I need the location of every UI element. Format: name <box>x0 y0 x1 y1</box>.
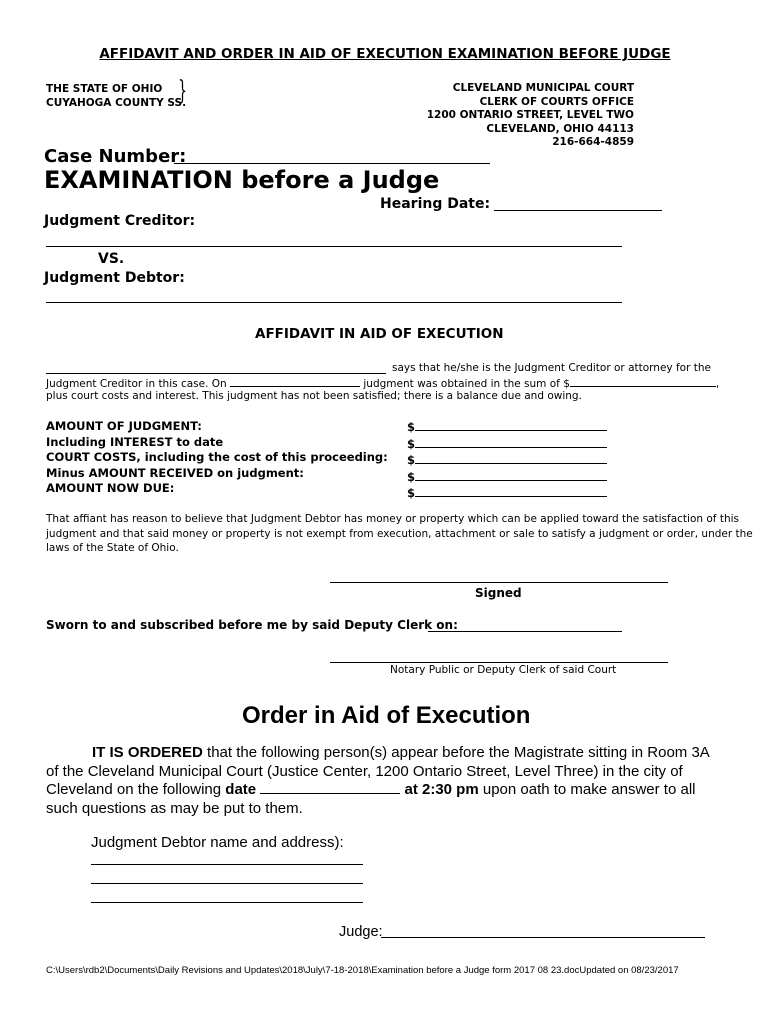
currency-symbol: $ <box>407 453 416 467</box>
belief-line-3: laws of the State of Ohio. <box>46 542 179 554</box>
signature-field[interactable] <box>330 582 668 583</box>
notary-label: Notary Public or Deputy Clerk of said Court <box>390 664 617 676</box>
court-street: 1200 ONTARIO STREET, LEVEL TWO <box>426 109 634 121</box>
order-line-1 <box>46 744 710 763</box>
judge-label: Judge: <box>339 924 383 940</box>
brace-symbol: } <box>178 76 188 106</box>
case-number-field[interactable] <box>174 163 490 164</box>
hearing-date-field[interactable] <box>494 210 662 211</box>
affidavit-line-2-b: judgment was obtained in the sum of $ <box>363 378 570 390</box>
sworn-label: Sworn to and subscribed before me by said Deputy Clerk on: <box>46 618 458 632</box>
currency-symbol: $ <box>407 469 416 484</box>
court-costs-row <box>407 452 607 469</box>
affidavit-line-2-c: , <box>715 378 720 390</box>
form-title: AFFIDAVIT AND ORDER IN AID OF EXECUTION EXAMINATION BEFORE JUDGE <box>99 46 671 62</box>
state-line-1: THE STATE OF OHIO <box>46 83 163 95</box>
state-line-2: CUYAHOGA COUNTY SS. <box>46 97 187 109</box>
notary-signature-field[interactable] <box>330 662 668 663</box>
amount-received-field[interactable] <box>415 469 607 481</box>
amount-labels <box>46 419 388 497</box>
amount-now-due-field[interactable] <box>415 485 607 497</box>
order-text-3a: Cleveland on the following <box>46 781 222 798</box>
it-is-ordered: IT IS ORDERED <box>92 744 203 761</box>
order-text-3b: upon oath to make answer to all <box>482 781 696 798</box>
debtor-address-line-1[interactable] <box>91 864 363 865</box>
currency-symbol: $ <box>407 486 416 500</box>
judgment-creditor-field[interactable] <box>46 246 622 247</box>
interest-row <box>407 436 607 453</box>
order-line-3 <box>46 781 710 800</box>
court-costs-field[interactable] <box>415 452 607 464</box>
interest-field[interactable] <box>415 436 607 448</box>
court-phone: 216-664-4859 <box>552 136 634 148</box>
footer-file-path: C:\Users\rdb2\Documents\Daily Revisions and Updates\2018\July\7-18-2018\Examination before a Judge form 2017 08 23.docUpdated on 08/23/2017 <box>46 965 679 976</box>
affidavit-line-3: plus court costs and interest. This judgment has not been satisfied; there is a balance due and owing. <box>46 390 582 402</box>
judgment-date-field[interactable] <box>230 376 360 387</box>
order-line-4: such questions as may be put to them. <box>46 799 303 817</box>
order-text-1: that the following person(s) appear before the Magistrate sitting in Room 3A <box>207 744 710 761</box>
amount-of-judgment-row <box>407 419 607 436</box>
debtor-name-label: Judgment Debtor name and address): <box>91 834 344 851</box>
debtor-address-line-2[interactable] <box>91 883 363 884</box>
sworn-date-field[interactable] <box>428 631 622 632</box>
affidavit-line-1: says that he/she is the Judgment Creditor or attorney for the <box>392 362 711 374</box>
judgment-creditor-label: Judgment Creditor: <box>44 213 196 229</box>
amount-now-due-row <box>407 485 607 502</box>
court-city: CLEVELAND, OHIO 44113 <box>486 122 634 135</box>
time-label: at 2:30 pm <box>404 781 479 798</box>
belief-paragraph <box>46 512 753 556</box>
order-paragraph <box>46 744 710 818</box>
belief-line-1: That affiant has reason to believe that Judgment Debtor has money or property which can be applied toward the satisfaction of this <box>46 513 739 525</box>
belief-line-2: judgment and that said money or property is not exempt from execution, attachment or sale to satisfy a judgment or order, under the <box>46 527 753 540</box>
court-name: CLEVELAND MUNICIPAL COURT <box>452 82 634 94</box>
state-block <box>46 82 186 110</box>
exam-title: EXAMINATION before a Judge <box>44 166 440 194</box>
order-title: Order in Aid of Execution <box>242 702 531 729</box>
currency-symbol: $ <box>407 436 416 451</box>
interest-label: Including INTEREST to date <box>46 434 224 449</box>
signed-label: Signed <box>475 586 522 600</box>
amount-received-label: Minus AMOUNT RECEIVED on judgment: <box>46 465 304 480</box>
affidavit-line-2 <box>46 376 719 391</box>
amount-received-row <box>407 469 607 486</box>
vs-label: VS. <box>98 251 125 267</box>
court-office: CLERK OF COURTS OFFICE <box>479 95 634 108</box>
affiant-name-field[interactable] <box>46 373 386 374</box>
amount-now-due-label: AMOUNT NOW DUE: <box>46 481 175 495</box>
amount-of-judgment-field[interactable] <box>415 419 607 431</box>
judge-signature-field[interactable] <box>381 937 705 938</box>
court-costs-label: COURT COSTS, including the cost of this proceeding: <box>46 450 388 464</box>
appearance-date-field[interactable] <box>260 781 400 794</box>
debtor-address-line-3[interactable] <box>91 902 363 903</box>
currency-symbol: $ <box>407 420 416 434</box>
judgment-sum-field[interactable] <box>570 376 716 387</box>
case-number-label: Case Number: <box>44 146 187 167</box>
amount-fields <box>407 419 607 502</box>
amount-of-judgment-label: AMOUNT OF JUDGMENT: <box>46 419 202 433</box>
hearing-date-label: Hearing Date: <box>380 196 491 212</box>
judgment-debtor-label: Judgment Debtor: <box>44 270 185 286</box>
affidavit-heading: AFFIDAVIT IN AID OF EXECUTION <box>255 326 504 342</box>
affidavit-line-2-a: Judgment Creditor in this case. On <box>46 378 227 390</box>
judgment-debtor-field[interactable] <box>46 302 622 303</box>
court-address-block <box>427 82 634 150</box>
date-label: date <box>225 781 257 798</box>
order-line-2: of the Cleveland Municipal Court (Justice Center, 1200 Ontario Street, Level Three) in the city of <box>46 762 683 780</box>
